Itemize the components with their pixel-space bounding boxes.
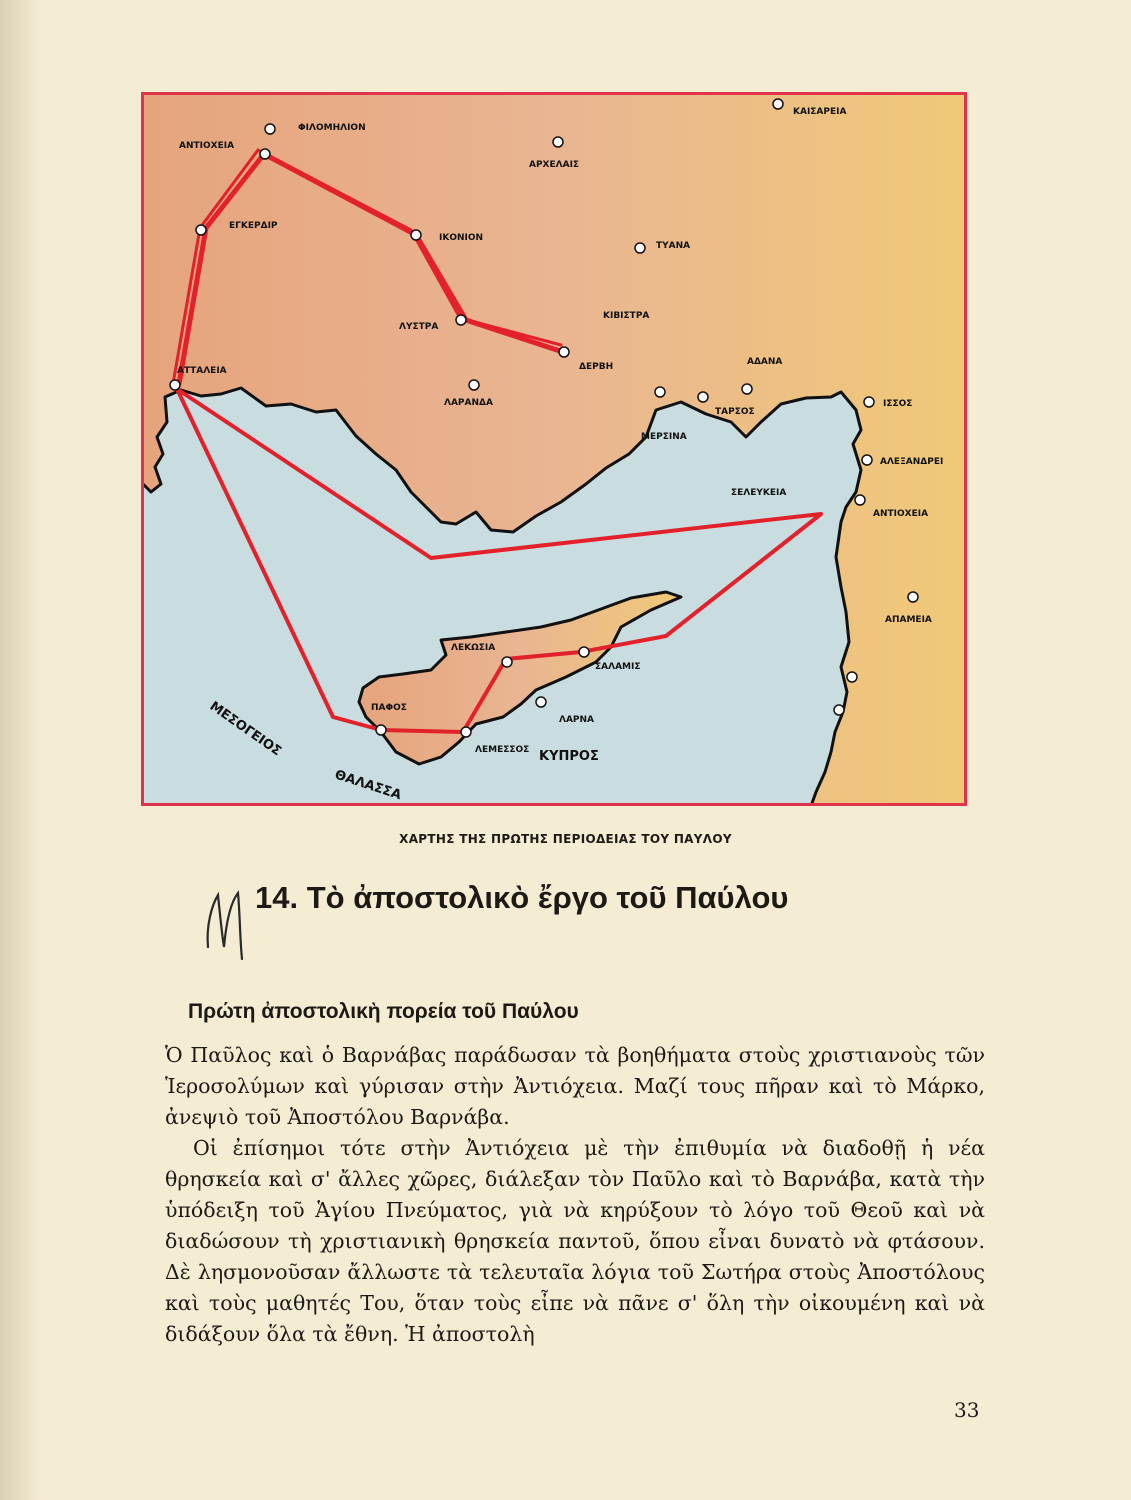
map-first-journey [141,92,967,806]
label-adana: ΑΔΑΝΑ [747,357,783,367]
label-tarsos: ΤΑΡΣΟΣ [715,407,755,417]
label-issos: ΙΣΣΟΣ [883,399,913,409]
page-number: 33 [954,1398,980,1422]
paragraph-1: Ὁ Παῦλος καὶ ὁ Βαρνάβας παράδωσαν τὰ βοηθήματα στοὺς χριστιανοὺς τῶν Ἱεροσολύμων καὶ γύρισαν στὴν Ἀντιόχεια. Μαζί τους πῆραν καὶ τὸ Μάρκο, ἀνεψιὸ τοῦ Ἀποστόλου Βαρνάβα. [165,1043,985,1129]
label-mesogeios: ΜΕΣΟΓΕΙΟΣ [206,698,284,760]
label-kaisareia: ΚΑΙΣΑΡΕΙΑ [793,107,847,117]
label-apameia: ΑΠΑΜΕΙΑ [885,615,932,625]
label-laranda: ΛΑΡΑΝΔΑ [444,398,493,408]
label-kypros: ΚΥΠΡΟΣ [539,749,599,764]
label-thalassa: ΘΑΛΑΣΣΑ [332,767,404,804]
label-alexandreia: ΑΛΕΞΑΝΔΡΕΙ [880,457,944,467]
label-antiocheia-pisid: ΑΝΤΙΟΧΕΙΑ [179,141,235,151]
label-mersina: ΜΕΡΣΙΝΑ [641,432,687,442]
label-seleukeia: ΣΕΛΕΥΚΕΙΑ [731,488,787,498]
label-tyana: ΤΥΑΝΑ [656,241,691,251]
label-filomilion: ΦΙΛΟΜΗΛΙΟΝ [298,123,366,133]
label-egkerdir: ΕΓΚΕΡΔΙΡ [229,221,278,231]
label-derbi: ΔΕΡΒΗ [579,362,614,372]
handwritten-margin-mark [200,885,250,965]
paragraph-2: Οἱ ἐπίσημοι τότε στὴν Ἀντιόχεια μὲ τὴν ἐπιθυμία νὰ διαδοθῇ ἡ νέα θρησκεία καὶ σ' ἄλλες χῶρες, διάλεξαν τὸν Παῦλο καὶ τὸ Βαρνάβα, κατὰ τὴν ὑπόδειξη τοῦ Ἁγίου Πνεύματος, γιὰ νὰ κηρύξουν τὸ λόγο τοῦ Θεοῦ καὶ νὰ διαδώσουν τὴ χριστιανικὴ θρησκεία παντοῦ, ὅπου εἶναι δυνατὸ νὰ φτάσουν. Δὲ λησμονοῦσαν ἄλλωστε τὰ τελευταῖα λόγια τοῦ Σωτήρα στοὺς Ἀποστόλους καὶ τοὺς μαθητές Του, ὅταν τοὺς εἶπε νὰ πᾶνε σ' ὅλη τὴν οἰκουμένη καὶ νὰ διδάξουν ὅλα τὰ ἔθνη. Ἡ ἀποστολὴ [165,1136,985,1346]
chapter-title: 14. Τὸ ἀποστολικὸ ἔργο τοῦ Παύλου [255,880,789,915]
body-text [165,1040,985,1350]
label-salamis: ΣΑΛΑΜΙΣ [595,662,641,672]
label-larna: ΛΑΡΝΑ [559,715,595,725]
label-lemessos: ΛΕΜΕΣΣΟΣ [475,745,530,755]
label-archelais: ΑΡΧΕΛΑΙΣ [529,160,580,170]
label-lefkosia: ΛΕΚΩΣΙΑ [451,643,496,653]
label-lystra: ΛΥΣΤΡΑ [399,322,439,332]
label-kivistra: ΚΙΒΙΣΤΡΑ [603,311,650,321]
label-antiocheia-syria: ΑΝΤΙΟΧΕΙΑ [873,509,929,519]
label-pafos: ΠΑΦΟΣ [371,703,407,713]
section-title: Πρώτη ἀποστολικὴ πορεία τοῦ Παύλου [188,1000,579,1023]
map-svg [141,92,967,806]
label-ikonion: ΙΚΟΝΙΟΝ [439,233,484,243]
page-gutter-shadow [0,0,40,1500]
label-attaleia: ΑΤΤΑΛΕΙΑ [177,366,227,376]
map-caption: ΧΑΡΤΗΣ ΤΗΣ ΠΡΩΤΗΣ ΠΕΡΙΟΔΕΙΑΣ ΤΟΥ ΠΑΥΛΟΥ [399,832,732,846]
